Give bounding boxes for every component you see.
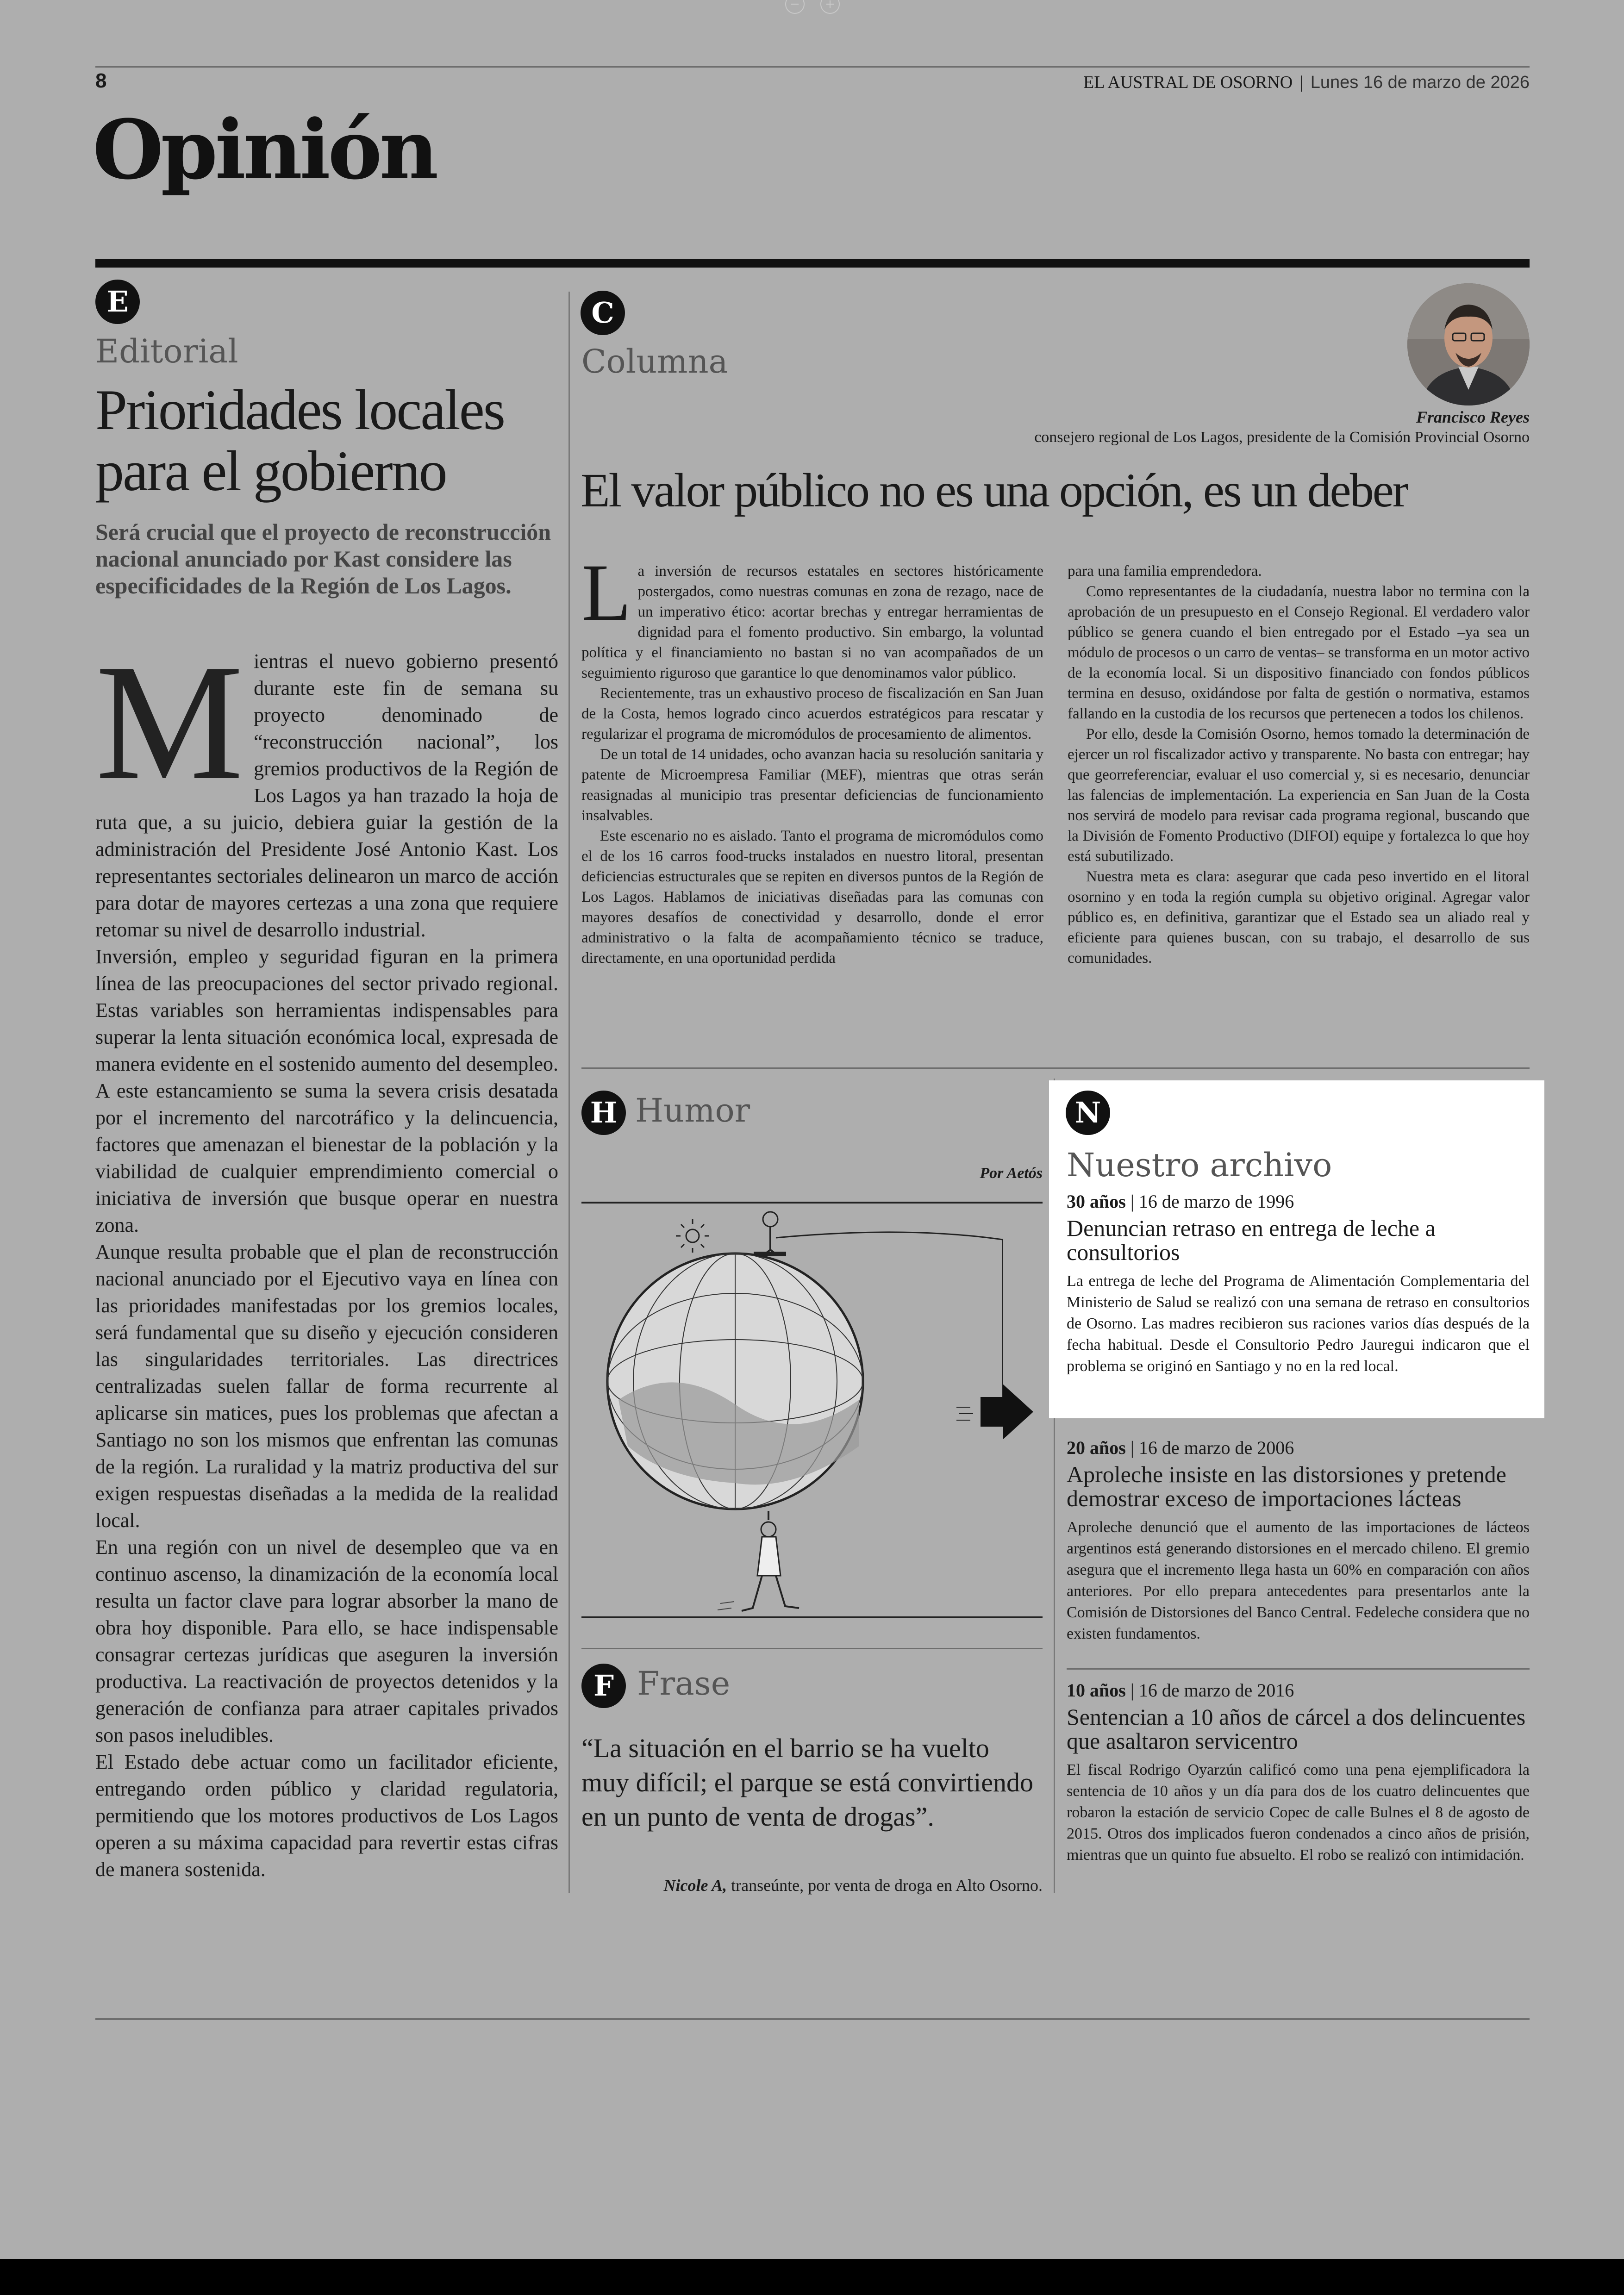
column-paragraph: para una familia emprendedora.: [1068, 563, 1262, 580]
humor-badge: H: [581, 1091, 626, 1135]
cartoon-bottom-rule: [581, 1648, 1043, 1649]
archive-headline: Aproleche insiste en las distorsiones y pretende demostrar exceso de importaciones lácteas: [1067, 1461, 1506, 1511]
column-badge: C: [581, 291, 625, 335]
column-paragraph: Recientemente, tras un exhaustivo proceso de fiscalización en San Juan de la Costa, hemos logrado cinco acuerdos estratégicos para rescatar y regularizar el programa de micromódulos de procesamiento de alimentos.: [581, 685, 1043, 742]
archive-item: [1067, 1437, 1530, 1645]
column-paragraph: Este escenario no es aislado. Tanto el programa de micromódulos como el de los 16 carros food-trucks instalados en nuestro litoral, presentan deficiencias estructurales que se repiten en diversos puntos de la Región de Los Lagos. Hablamos de iniciativas diseñadas para las comunas con mayores desafíos de conectividad y desarrollo, donde el error administrativo o la falta de acompañamiento técnico se traduce, directamente, en una oportunidad perdida: [581, 828, 1043, 967]
column-paragraph: Nuestra meta es clara: asegurar que cada peso invertido en el litoral osornino y en toda la región cumpla su objetivo original. Agregar valor público es, en definitiva, garantizar que el Estado sea un aliado real y eficiente para quienes buscan, con su trabajo, el desarrollo de sus comunidades.: [1068, 868, 1530, 967]
author-role: consejero regional de Los Lagos, presidente de la Comisión Provincial Osorno: [1034, 429, 1530, 446]
archive-body: Aproleche denunció que el aumento de las importaciones de lácteos argentinos está generando distorsiones en el mercado chileno. El gremio asegura que el incremento llega hasta un 60% en comparación con años anteriores. Por ello prepara antecedentes para presentarlos ante la Comisión de Distorsiones del Banco Central. Fedeleche considera que no existen fundamentos.: [1067, 1519, 1530, 1642]
archive-body: El fiscal Rodrigo Oyarzún calificó como una pena ejemplificadora la sentencia de 10 años y un día para dos de los cuatro delincuentes que robaron la estación de servicio Copec de calle Bulnes el 8 de agosto de 2015. Otros dos implicados fueron condenados a cinco años de prisión, mientras que un quinto fue absuelto. El robo se realizó con intimidación.: [1067, 1761, 1530, 1864]
archive-item-date: 10 años | 16 de marzo de 2016: [1067, 1680, 1294, 1701]
phrase-author: Nicole A,: [663, 1876, 727, 1895]
header-thick-rule: [95, 259, 1530, 268]
editorial-paragraph: El Estado debe actuar como un facilitador eficiente, entregando orden público y claridad regulatoria, permitiendo que los motores productivos de Los Lagos operen a su máxima capacidad para revertir estas cifras de manera sostenida.: [95, 1751, 558, 1881]
header-top-rule: [95, 66, 1530, 68]
editorial-intro: ientras el nuevo gobierno presentó durante este fin de semana su proyecto denominado de “reconstrucción nacional”, los gremios productivos de la Región de Los: [254, 650, 558, 807]
column-divider: [568, 292, 570, 1893]
archive-years: 10 años: [1067, 1680, 1126, 1701]
column-bottom-rule: [581, 1067, 1530, 1069]
column-body-left: [581, 548, 1043, 968]
column-paragraph: Como representantes de la ciudadanía, nuestra labor no termina con la aprobación de un presupuesto en el Consejo Regional. El verdadero valor público se genera cuando el bien entregado por el Estado –ya sea un módulo de procesos o un carro de ventas– se transforma en un motor activo de la economía local. Si un dispositivo financiado con fondos públicos termina en desuso, oxidándose por falta de gestión o normativa, estamos fallando en la custodia de los recursos que pertenecen a todos los chilenos.: [1068, 583, 1530, 722]
phrase-label: Frase: [637, 1665, 731, 1703]
editorial-body: [95, 630, 559, 1883]
section-title: Opinión: [93, 102, 436, 198]
editorial-label: Editorial: [95, 332, 238, 370]
humor-credit: Por Aetós: [980, 1165, 1043, 1182]
editorial-dropcap: M: [95, 630, 244, 814]
author-photo: [1407, 283, 1530, 405]
archive-item-date: 30 años | 16 de marzo de 1996: [1067, 1191, 1294, 1212]
archive-body: La entrega de leche del Programa de Alimentación Complementaria del Ministerio de Salud se realizó con una semana de retraso en consultorios de Osorno. Las madres recibieron sus raciones varios días después de la fecha habitual. Desde el Consultorio Pedro Jauregui indicaron que el problema se originó en Santiago y no en la red local.: [1067, 1272, 1530, 1375]
author-name: Francisco Reyes: [1416, 408, 1530, 426]
issue-date: Lunes 16 de marzo de 2026: [1310, 73, 1530, 92]
phrase-quote: “La situación en el barrio se ha vuelto muy difícil; el parque se está convirtiendo en un punto de venta de drogas”.: [581, 1733, 1034, 1832]
footer-rule: [95, 2018, 1530, 2020]
page-number: 8: [95, 69, 107, 92]
column-paragraph: Por ello, desde la Comisión Osorno, hemos tomado la determinación de ejercer un rol fiscalizador activo y transparente. No basta con entregar; hay que georreferenciar, evaluar el uso comercial y, si es necesario, denunciar las falencias de implementación. La experiencia en San Juan de la Costa nos servirá de modelo para revisar cada programa regional, buscando que la División de Fomento Productivo (DIFOI) equipe y fortalezca lo que hoy está subutilizado.: [1068, 726, 1530, 865]
editorial-p1: Lagos ya han trazado la hoja de ruta que, a su juicio, debiera guiar la gestión de la administración del Presidente José Antonio Kast. Los representantes sectoriales delinearon un marco de acción para dotar de mayores certezas a una zona que requiere retomar su nivel de desarrollo industrial.: [95, 784, 559, 941]
archive-headline: Sentencian a 10 años de cárcel a dos delincuentes que asaltaron servicentro: [1067, 1704, 1526, 1754]
zoom-out-icon[interactable]: −: [785, 0, 805, 14]
archive-date: 16 de marzo de 2006: [1138, 1437, 1294, 1458]
archive-item: [1067, 1679, 1530, 1866]
author-portrait-image: [1407, 283, 1530, 405]
editorial-paragraph: Aunque resulta probable que el plan de reconstrucción nacional anunciado por el Ejecutivo vaya en línea con las prioridades manifestadas por los gremios locales, será fundamental que su diseño y ejecución consideren las singularidades territoriales. Las directrices centralizadas suelen fallar de forma recurrente al aplicarse sin matices, pues los problemas que afectan a Santiago no son los mismos que enfrentan las comunas de la región. La ruralidad y la matriz productiva del sur exigen respuestas diseñadas a la medida de la realidad local.: [95, 1241, 558, 1532]
phrase-attribution: [581, 1876, 1043, 1895]
archive-separator: [1067, 1668, 1530, 1670]
masthead-line: [1083, 72, 1530, 93]
newspaper-name: EL AUSTRAL DE OSORNO: [1083, 73, 1293, 92]
phrase-author-detail: transeúnte, por venta de droga en Alto Osorno.: [731, 1876, 1043, 1895]
editorial-title: Prioridades locales para el gobierno: [95, 378, 505, 503]
archive-item: [1067, 1191, 1530, 1377]
cartoon-top-rule: [581, 1202, 1043, 1204]
editorial-paragraph: Inversión, empleo y seguridad figuran en la primera línea de las preocupaciones del sector privado regional. Estas variables son herramientas indispensables para superar la lenta situación económica local, expresada de manera evidente en el sostenido aumento del desempleo. A este estancamiento se suma la severa crisis desatada por el incremento del narcotráfico y la delincuencia, factores que amenazan el bienestar de la población y la viabilidad de cualquier emprendimiento comercial o iniciativa de inversión que busque operar en nuestra zona.: [95, 945, 558, 1236]
editorial-deck: Será crucial que el proyecto de reconstrucción nacional anunciado por Kast considere las especificidades de la Región de Los Lagos.: [95, 519, 551, 599]
archive-badge: N: [1066, 1091, 1110, 1135]
column-title: El valor público no es una opción, es un deber: [581, 464, 1407, 517]
zoom-in-icon[interactable]: +: [820, 0, 840, 14]
editorial-badge: E: [95, 280, 140, 324]
editorial-paragraph: En una región con un nivel de desempleo que va en continuo ascenso, la dinamización de la economía local resulta un factor clave para lograr absorber la mano de obra hoy disponible. Para ello, se hace indispensable consagrar certezas jurídicas que aseguren la inversión productiva. La reactivación de proyectos detenidos y la generación de confianza para atraer capitales privados son pasos ineludibles.: [95, 1536, 558, 1746]
archive-item-date: 20 años | 16 de marzo de 2006: [1067, 1437, 1294, 1458]
cartoon-drawing: [581, 1205, 1043, 1622]
phrase-badge: F: [581, 1664, 626, 1708]
humor-label: Humor: [635, 1091, 750, 1129]
column-paragraph: a inversión de recursos estatales en sectores históricamente postergados, como nuestras comunas en zona de rezago, nace de un imperativo ético: acortar brechas y entregar herramientas de dignidad para el fomento productivo. Sin embargo, la voluntad política y el financiamiento no bastan si no van acompañados de un seguimiento riguroso que garantice lo que denominamos valor público.: [581, 563, 1043, 681]
column-paragraph: De un total de 14 unidades, ocho avanzan hacia su resolución sanitaria y patente de Microempresa Familiar (MEF), mientras que otras serán reasignadas al municipio tras presentar deficiencias de funcionamiento insalvables.: [581, 746, 1043, 824]
bottom-bar: [0, 2259, 1624, 2295]
humor-cartoon: [581, 1205, 1043, 1622]
column-dropcap: L: [581, 548, 631, 638]
column-body-right: [1068, 561, 1530, 968]
archive-years: 20 años: [1067, 1437, 1126, 1458]
column-label: Columna: [581, 343, 728, 380]
masthead-separator: |: [1299, 73, 1304, 92]
archive-years: 30 años: [1067, 1191, 1126, 1212]
archive-headline: Denuncian retraso en entrega de leche a consultorios: [1067, 1215, 1436, 1265]
archive-date: 16 de marzo de 1996: [1138, 1191, 1294, 1212]
archive-label: Nuestro archivo: [1067, 1146, 1332, 1184]
archive-date: 16 de marzo de 2016: [1138, 1680, 1294, 1701]
